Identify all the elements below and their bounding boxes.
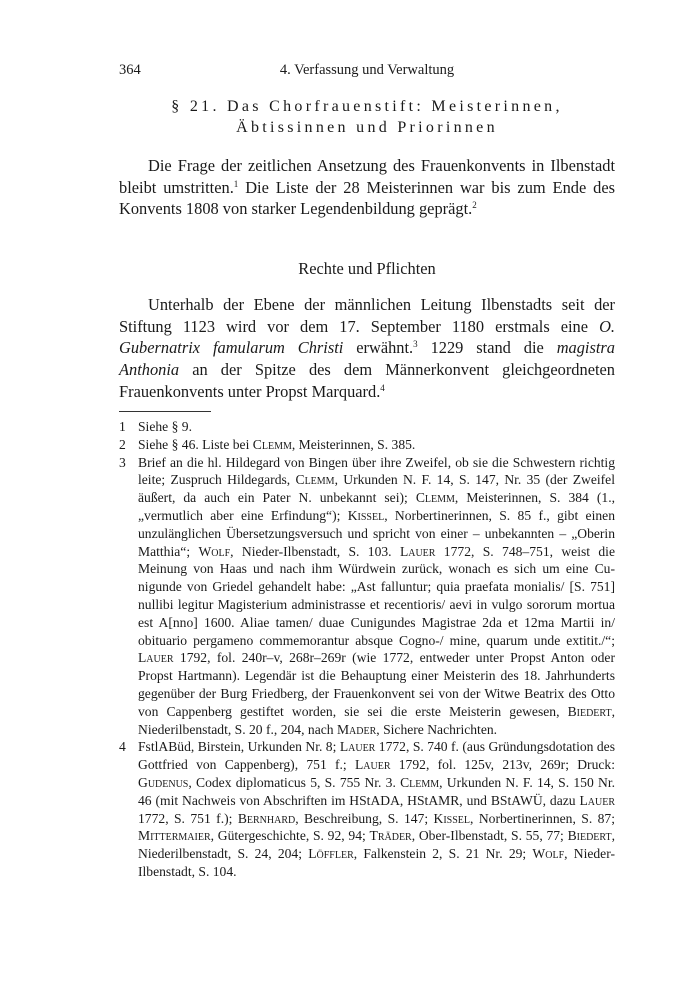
footnote-1 — [119, 418, 615, 436]
footnote-number: 4 — [119, 739, 126, 755]
para1-text-b: Die Liste der 28 Meisterinnen war bis zum Ende des Konvents 1808 von starker Legendenbildung geprägt. — [119, 177, 615, 219]
footnote-separator — [119, 411, 211, 412]
author-name: Mittermaier — [138, 828, 211, 844]
footnote-text: 1772, S. 748–751, weist die Meinung von Haas und nach ihm Würdwein zurück, wonach es sich um eine Cunigunde von Griedel gehandelt habe: „Ast falluntur; quia praefata monialis/ [S. 751] nullibi legitur Magisterium administrasse et recentioris/ aevi in vulgo sororum mortua est A[nno] 1600. Aliae tamen/ duae Cunigundes Magistrae 2da et 12ma Martii in/ obituario pergameno commemorantur absque Cogno-/ mine, quarum unde extitit./“; — [138, 543, 615, 648]
footnotes — [119, 418, 615, 881]
footnote-text: , Norbertinerinnen, S. 87; — [470, 810, 615, 826]
footnote-ref-4[interactable]: 4 — [380, 382, 385, 393]
page-number: 364 — [119, 62, 141, 78]
footnote-text: 1792, fol. 125v, 213v, 269r; Druck: — [390, 757, 615, 773]
footnote-text: , Ober-Ilbenstadt, S. 55, 77; — [411, 828, 568, 844]
footnote-number: 2 — [119, 436, 126, 452]
footnote-text: , Meisterinnen, S. 385. — [291, 436, 416, 452]
author-name: Lauer — [579, 792, 615, 808]
para2-text-1: Unterhalb der Ebene der männlichen Leitung Ilbenstadts seit der Stiftung 1123 wird vor dem 17. September 1180 erstmals eine — [119, 295, 615, 336]
author-name: Mader — [336, 721, 377, 737]
footnote-text: , Falkenstein 2, S. 21 Nr. 29; — [353, 846, 533, 862]
footnote-text: , Nieder-Ilbenstadt, S. 104. — [138, 846, 615, 879]
footnote-text: 1792, fol. 240r–v, 268r–269r (wie 1772, entweder unter Propst Anton oder Propst Hartmann). Legendär ist die Behauptung einer Meisterin des 18. Jahrhunderts gegenüber der Burg Friedberg, der Frauenkonvent sei von der Witwe Beatrix des Otto von Cappenberg gestiftet worden, sie sei die erste Meisterin gewesen, — [138, 650, 615, 719]
footnote-text: , Beschreibung, S. 147; — [295, 810, 434, 826]
page-header — [119, 62, 615, 82]
footnote-ref-2[interactable]: 2 — [472, 200, 477, 211]
author-name: Lauer — [399, 543, 436, 559]
author-name: Lauer — [138, 650, 174, 666]
author-name: Gudenus — [138, 774, 189, 790]
footnote-text: , Urkunden N. F. 14, S. 147, Nr. 35 (der Zweifel äußert, da auch ein Pater N. unbekannt sei); — [138, 472, 615, 506]
para2-text-3: 1229 stand die — [417, 338, 557, 358]
running-title: 4. Verfassung und Verwaltung — [279, 62, 455, 78]
footnote-text: Siehe § 46. Liste bei — [138, 436, 253, 452]
para2-text-4: an der Spitze des dem Männerkonvent gleichgeordneten Frauenkonvents unter Propst Marquard. — [119, 360, 615, 401]
footnote-text: , Meisterinnen, S. 384 (1., „vermutlich aber eine Erfindung“); — [138, 490, 615, 523]
footnote-text: , Niederilbenstadt, S. 20 f., 204, nach — [138, 703, 615, 737]
body-paragraph-1 — [119, 155, 615, 220]
author-name: Lauer — [339, 739, 376, 755]
footnote-text: , Niederilbenstadt, S. 24, 204; — [138, 828, 615, 862]
section-title-line-2: Äbtissinnen und Priorinnen — [236, 119, 498, 136]
section-title — [119, 96, 615, 138]
footnote-text: , Urkunden N. F. 14, S. 150 Nr. 46 (mit Nachweis von Abschriften im HStADA, HStAMR, und BStAWÜ, dazu — [138, 774, 615, 808]
footnote-3 — [119, 454, 615, 739]
author-name: Clemm — [295, 472, 335, 488]
footnote-text: , Nieder-Ilbenstadt, S. 103. — [230, 543, 400, 559]
author-name: Löffler — [308, 846, 354, 862]
para2-italic-2: magistra Anthonia — [119, 338, 615, 380]
footnote-text: , Codex diplomaticus 5, S. 755 Nr. 3. — [188, 774, 401, 790]
footnote-text: Siehe § 9. — [138, 419, 192, 434]
author-name: Biedert — [567, 828, 612, 844]
author-name: Wolf — [532, 846, 565, 862]
para2-italic-1: O. Gubernatrix famularum Christi — [119, 316, 615, 358]
footnote-text: 1772, S. 751 f.); — [138, 810, 238, 826]
author-name: Kissel — [433, 810, 471, 826]
footnote-ref-1[interactable]: 1 — [233, 178, 239, 189]
author-name: Träder — [369, 828, 412, 844]
author-name: Wolf — [198, 543, 231, 559]
footnote-number: 3 — [119, 454, 126, 470]
author-name: Biedert — [567, 703, 612, 719]
footnote-text: Brief an die hl. Hildegard von Bingen über ihre Zweifel, ob sie die Schwestern richtig leite; Zuspruch Hildegards, — [138, 454, 615, 488]
author-name: Clemm — [400, 774, 440, 790]
footnote-text: 1772, S. 740 f. (aus Gründungsdotation des Gottfried von Cappenberg), 751 f.; — [138, 739, 615, 773]
footnote-ref-3[interactable]: 3 — [413, 339, 418, 350]
body-paragraph-2 — [119, 294, 615, 403]
author-name: Clemm — [415, 490, 455, 506]
footnote-2 — [119, 436, 615, 454]
para2-text-2: erwähnt. — [343, 338, 414, 358]
footnote-text: , Norbertinerinnen, S. 85 f., gibt einen unzulänglichen Übersetzungsversuch und spricht von einer – unbekannten – „Oberin Matthia“; — [138, 507, 615, 559]
footnote-4 — [119, 738, 615, 880]
section-title-line-1: § 21. Das Chorfrauenstift: Meisterinnen, — [171, 98, 563, 115]
footnote-text: , Gütergeschichte, S. 92, 94; — [210, 828, 370, 844]
footnote-text: FstlABüd, Birstein, Urkunden Nr. 8; — [138, 739, 340, 755]
para1-text-a: Die Frage der zeitlichen Ansetzung des Frauenkonvents in Ilbenstadt bleibt umstritten. — [119, 156, 615, 197]
author-name: Bernhard — [237, 810, 296, 826]
footnote-text: , Sichere Nachrichten. — [376, 721, 498, 737]
footnote-number: 1 — [119, 419, 126, 434]
subheading: Rechte und Pflichten — [298, 259, 436, 278]
author-name: Kissel — [347, 507, 385, 523]
author-name: Lauer — [354, 757, 391, 773]
author-name: Clemm — [252, 436, 292, 452]
